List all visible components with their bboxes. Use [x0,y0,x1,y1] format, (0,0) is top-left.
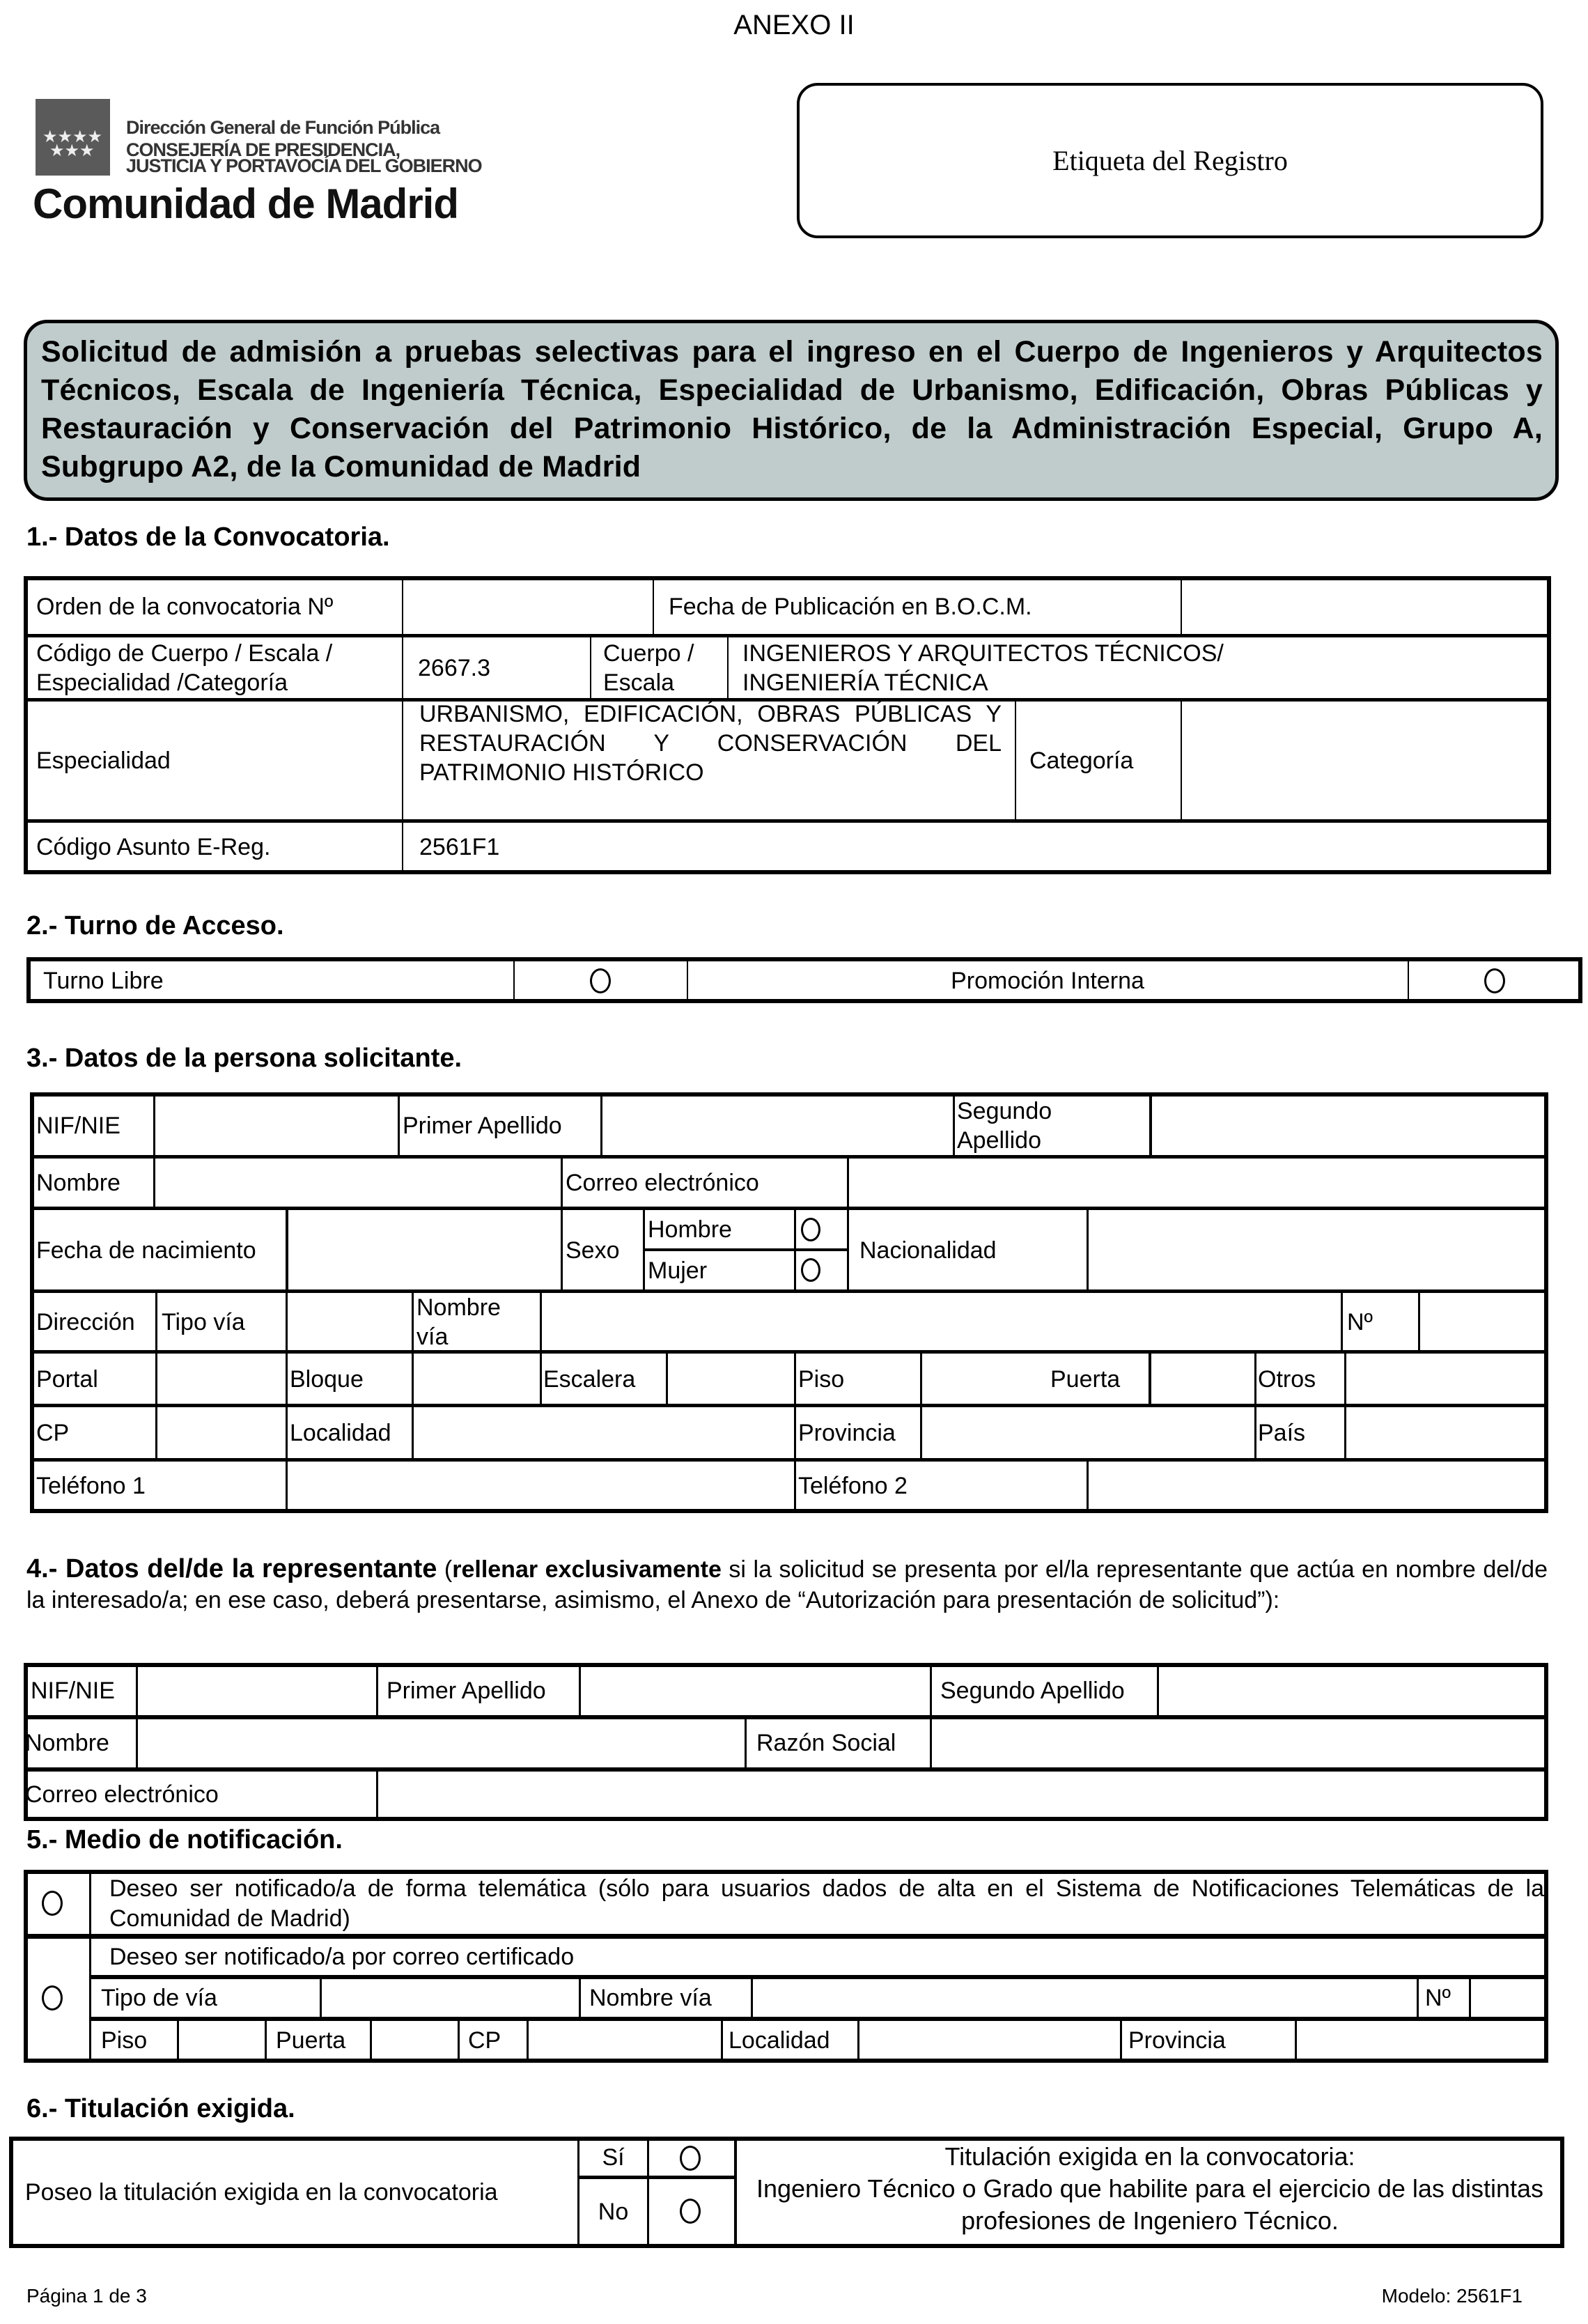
otros-input[interactable] [1348,1354,1544,1404]
rep-correo-input[interactable] [379,1771,1544,1818]
notif-numero-label: Nº [1425,1985,1451,2011]
codigo-asunto-value: 2561F1 [419,834,500,860]
localidad-input[interactable] [414,1407,793,1458]
pais-label: País [1258,1419,1306,1446]
section4-heading [26,1554,1548,1616]
notif-provincia-label: Provincia [1128,2027,1226,2054]
puerta-label: Puerta [1050,1365,1121,1393]
titulacion-requerida [740,2141,1560,2245]
telefono1-input[interactable] [288,1462,793,1510]
rep-nif-label: NIF/NIE [31,1678,115,1704]
notif-numero-input[interactable] [1472,1979,1544,2017]
promocion-interna-label: Promoción Interna [951,968,1144,994]
numero-label: Nº [1347,1309,1373,1335]
codigo-asunto-label: Código Asunto E-Reg. [36,834,271,860]
codigo-label: Código de Cuerpo / Escala / Especialidad /Categoría [36,640,333,696]
notif-nombre-via-input[interactable] [754,1979,1415,2017]
localidad-label: Localidad [290,1419,391,1446]
notif-piso-label: Piso [101,2027,148,2054]
mujer-label: Mujer [648,1257,708,1284]
bloque-input[interactable] [414,1354,538,1404]
puerta-input[interactable] [1153,1354,1253,1404]
tipo-via-label: Tipo vía [162,1309,245,1335]
notif-piso-input[interactable] [180,2021,263,2060]
section4-title: 4.- Datos del/de la representante [26,1554,437,1583]
codigo-value: 2667.3 [418,655,490,681]
cuerpo-escala-value: INGENIEROS Y ARQUITECTOS TÉCNICOS/ INGENIERÍA TÉCNICA [742,640,1224,696]
model-number: Modelo: 2561F1 [1381,2285,1523,2307]
rep-nombre-input[interactable] [139,1719,743,1767]
rep-primer-apellido-label: Primer Apellido [387,1678,546,1704]
logo-line-1: Dirección General de Función Pública [126,117,440,138]
notificacion-correo-radio[interactable] [42,1985,63,2011]
notif-tipo-via-label: Tipo de vía [101,1985,217,2011]
notif-nombre-via-label: Nombre vía [589,1985,712,2011]
nombre-via-input[interactable] [543,1293,1339,1351]
nombre-via-label: Nombre vía [417,1294,501,1350]
no-label: No [598,2199,629,2225]
correo-input[interactable] [850,1159,1543,1207]
nif-input[interactable] [156,1097,397,1155]
turno-libre-radio[interactable] [590,968,611,993]
escalera-label: Escalera [543,1365,636,1393]
primer-apellido-label: Primer Apellido [403,1113,562,1139]
rep-nombre-label: Nombre [25,1730,109,1756]
notif-tipo-via-input[interactable] [322,1979,577,2017]
svg-text:★★★★: ★★★★ [42,127,103,146]
notif-cp-label: CP [468,2027,501,2054]
logo-square [36,99,110,176]
section4-note-open: ( [437,1556,453,1583]
hombre-radio[interactable] [801,1218,820,1241]
registry-label-box [797,83,1543,238]
cp-input[interactable] [158,1407,285,1458]
escalera-input[interactable] [669,1354,793,1404]
logo-line-3: JUSTICIA Y PORTAVOCÍA DEL GOBIERNO [126,155,482,176]
rep-segundo-apellido-label: Segundo Apellido [940,1678,1125,1704]
orden-input[interactable] [404,580,652,634]
tipo-via-input[interactable] [288,1293,411,1351]
notif-cp-input[interactable] [529,2021,719,2060]
telefono2-input[interactable] [1089,1462,1543,1510]
annex-title: ANEXO II [733,10,855,40]
categoria-label: Categoría [1029,747,1134,774]
titulacion-requerida-text: Ingeniero Técnico o Grado que habilite para el ejercicio de las distintas profesiones de Ingeniero Técnico. [756,2174,1543,2235]
especialidad-value: URBANISMO, EDIFICACIÓN, OBRAS PÚBLICAS Y RESTAURACIÓN Y CONSERVACIÓN DEL PATRIMONIO HISTÓRICO [419,701,1002,786]
primer-apellido-input[interactable] [603,1097,951,1155]
rep-nif-input[interactable] [139,1666,375,1715]
direccion-label: Dirección [36,1309,135,1335]
bloque-label: Bloque [290,1365,364,1393]
no-radio[interactable] [680,2199,701,2224]
provincia-label: Provincia [798,1419,896,1446]
nombre-input[interactable] [156,1159,560,1207]
notif-localidad-label: Localidad [729,2027,830,2054]
nif-label: NIF/NIE [36,1113,120,1139]
cp-label: CP [36,1419,70,1446]
cuerpo-escala-label: Cuerpo / Escala [603,640,694,696]
si-radio[interactable] [680,2146,701,2171]
correo-label: Correo electrónico [566,1170,759,1196]
form-title: Solicitud de admisión a pruebas selectivas para el ingreso en el Cuerpo de Ingenieros y Arquitectos Técnicos, Escala de Ingeniería Técnica, Especialidad de Urbanismo, Edificación, Obras Públicas y Restauración y Conservación del Patrimonio Histórico, de la Administración Especial, Grupo A, Subgrupo A2, de la Comunidad de Madrid [41,335,1543,483]
telefono2-label: Teléfono 2 [798,1473,908,1499]
categoria-input[interactable] [1183,701,1545,819]
nacionalidad-input[interactable] [1089,1210,1543,1290]
section2-heading: 2.- Turno de Acceso. [26,911,284,940]
notif-provincia-input[interactable] [1298,2021,1544,2060]
svg-text:★★★: ★★★ [49,141,95,160]
rep-segundo-apellido-input[interactable] [1160,1666,1544,1715]
numero-input[interactable] [1421,1293,1543,1351]
fecha-publicacion-label: Fecha de Publicación en B.O.C.M. [669,594,1032,620]
portal-label: Portal [36,1365,98,1393]
notificacion-telematica-radio[interactable] [42,1891,63,1916]
form-title-box [24,320,1559,501]
notif-localidad-input[interactable] [860,2021,1119,2060]
pais-input[interactable] [1348,1407,1544,1458]
promocion-interna-radio[interactable] [1484,968,1505,993]
turno-libre-label: Turno Libre [43,968,164,994]
fecha-nacimiento-input[interactable] [288,1210,560,1290]
notificacion-correo-label: Deseo ser notificado/a por correo certificado [109,1944,575,1970]
portal-input[interactable] [158,1354,285,1404]
especialidad-label: Especialidad [36,747,171,774]
nacionalidad-label: Nacionalidad [859,1237,997,1264]
telefono1-label: Teléfono 1 [36,1473,146,1499]
nombre-label: Nombre [36,1170,120,1196]
stars-icon [36,99,110,176]
section4-note-bold: rellenar exclusivamente [452,1556,722,1583]
fecha-publicacion-input[interactable] [1183,580,1545,634]
mujer-radio[interactable] [801,1258,820,1282]
rep-primer-apellido-input[interactable] [582,1666,928,1715]
segundo-apellido-input[interactable] [1153,1097,1543,1155]
segundo-apellido-label: Segundo Apellido [957,1098,1052,1154]
logo [33,96,506,225]
section5-heading: 5.- Medio de notificación. [26,1825,343,1854]
si-label: Sí [602,2144,625,2171]
hombre-label: Hombre [648,1216,732,1243]
section3-heading: 3.- Datos de la persona solicitante. [26,1044,462,1073]
posee-titulacion-label: Poseo la titulación exigida en la convocatoria [25,2179,498,2206]
section1-heading: 1.- Datos de la Convocatoria. [26,522,390,552]
registry-label: Etiqueta del Registro [1052,145,1288,176]
provincia-input[interactable] [923,1407,1253,1458]
section4-note-text: si la solicitud se presenta por el/la representante que actúa en nombre del/de la interesado/a; en ese caso, deberá presentarse, asimismo, el Anexo de “Autorización para presentación de solicitud”): [26,1556,1548,1613]
sexo-label: Sexo [566,1237,620,1264]
notif-puerta-input[interactable] [373,2021,456,2060]
page-number: Página 1 de 3 [26,2285,147,2307]
section6-heading: 6.- Titulación exigida. [26,2094,295,2123]
titulacion-requerida-title: Titulación exigida en la convocatoria: [944,2142,1355,2171]
orden-label: Orden de la convocatoria Nº [36,594,334,620]
logo-brand: Comunidad de Madrid [33,180,458,227]
fecha-nacimiento-label: Fecha de nacimiento [36,1237,256,1264]
notificacion-telematica-label: Deseo ser notificado/a de forma telemática (sólo para usuarios dados de alta en el Sistema de Notificaciones Telemáticas de la Comunidad de Madrid) [109,1875,1544,1932]
piso-label: Piso [798,1365,845,1393]
rep-correo-label: Correo electrónico [25,1781,219,1808]
logo-line-2: CONSEJERÍA DE PRESIDENCIA, [126,139,400,160]
razon-social-input[interactable] [933,1719,1544,1767]
otros-label: Otros [1258,1365,1316,1393]
notif-puerta-label: Puerta [276,2027,346,2054]
razon-social-label: Razón Social [756,1730,896,1756]
